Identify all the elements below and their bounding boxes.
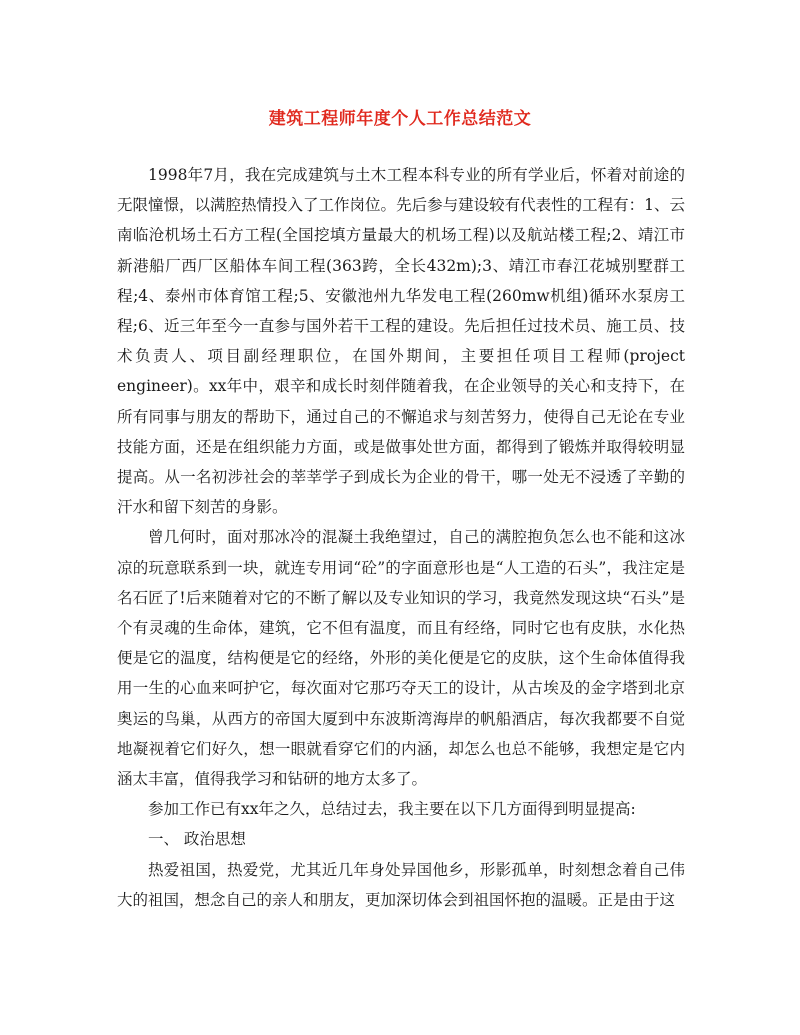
section-heading-politics: 一、 政治思想 [148, 830, 246, 849]
paragraph-career-overview: 1998年7月，我在完成建筑与土木工程本科专业的所有学业后，怀着对前途的无限憧憬，以满腔热情投入了工作岗位。先后参与建设较有代表性的工程有：1、云南临沧机场土石方工程(全国挖填方量最大的机场工程)以及航站楼工程;2、靖江市新港船厂西厂区船体车间工程(363跨，全长432m);3、靖江市春江花城别墅群工程;4、泰州市体育馆工程;5、安徽池州九华发电工程(260mw机组)循环水泵房工程;6、近三年至今一直参与国外若干工程的建设。先后担任过技术员、施工员、技术负责人、项目副经理职位，在国外期间，主要担任项目工程师(project engineer)。xx年中，艰辛和成长时刻伴随着我，在企业领导的关心和支持下，在所有同事与朋友的帮助下，通过自己的不懈追求与刻苦努力，使得自己无论在专业技能方面，还是在组织能力方面，或是做事处世方面，都得到了锻炼并取得较明显提高。从一名初涉社会的莘莘学子到成长为企业的骨干，哪一处无不浸透了辛勤的汗水和留下刻苦的身影。 [117, 166, 685, 517]
paragraph-concrete-reflection: 曾几何时，面对那冰冷的混凝土我绝望过，自己的满腔抱负怎么也不能和这冰凉的玩意联系到一块，就连专用词“砼”的字面意形也是“人工造的石头”，我注定是名石匠了!后来随着对它的不断了解以及专业知识的学习，我竟然发现这块“石头”是个有灵魂的生命体，建筑，它不但有温度，而且有经络，同时它也有皮肤，水化热便是它的温度，结构便是它的经络，外形的美化便是它的皮肤，这个生命体值得我用一生的心血来呵护它，每次面对它那巧夺天工的设计，从古埃及的金字塔到北京奥运的鸟巢，从西方的帝国大厦到中东波斯湾海岸的帆船酒店，每次我都要不自觉地凝视着它们好久，想一眼就看穿它们的内涵，却怎么也总不能够，我想定是它内涵太丰富，值得我学习和钻研的地方太多了。 [117, 528, 685, 789]
document-title: 建筑工程师年度个人工作总结范文 [268, 109, 532, 129]
document-body [117, 160, 685, 915]
paragraph-politics: 热爱祖国，热爱党，尤其近几年身处异国他乡，形影孤单，时刻想念着自己伟大的祖国，想念自己的亲人和朋友，更加深切体会到祖国怀抱的温暖。正是由于这 [117, 860, 685, 909]
paragraph-summary-intro: 参加工作已有xx年之久，总结过去，我主要在以下几方面得到明显提高: [148, 800, 636, 819]
